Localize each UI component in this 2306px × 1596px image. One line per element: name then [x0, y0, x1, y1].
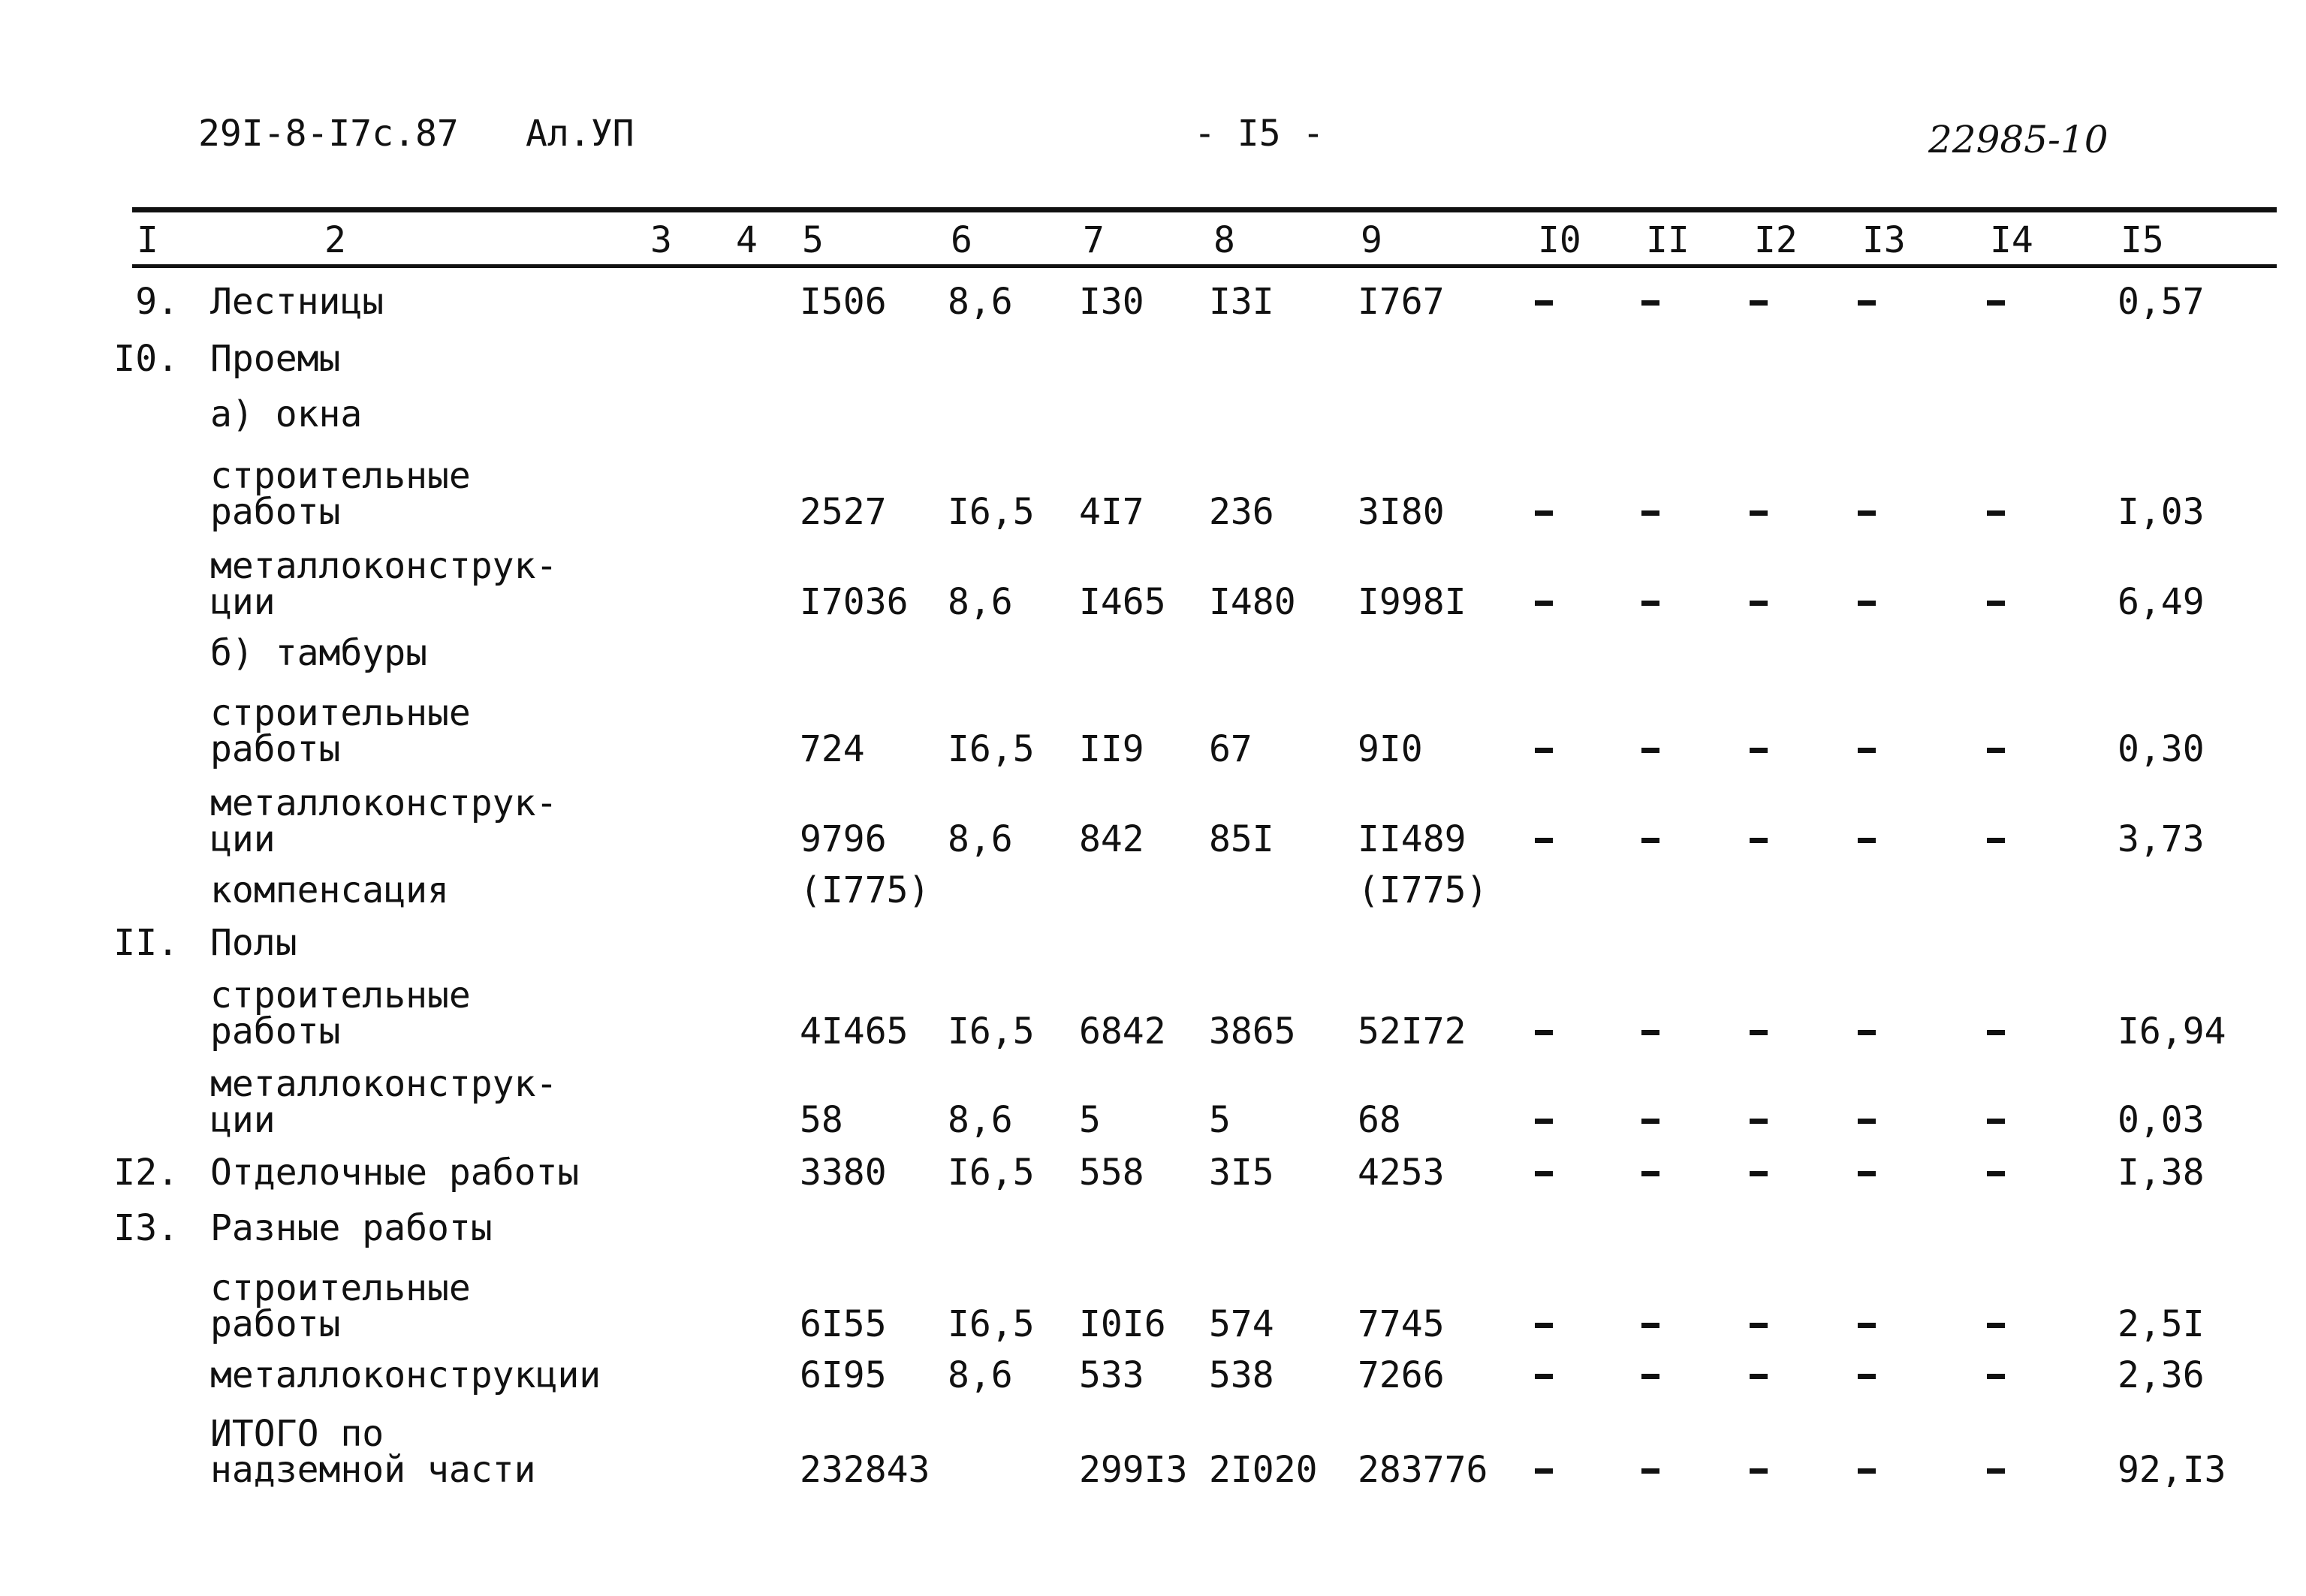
- cell-col-7: II9: [1079, 728, 1144, 770]
- dash-mark: [1535, 1468, 1553, 1474]
- dash-mark: [1987, 838, 2005, 843]
- dash-mark: [1750, 748, 1768, 753]
- dash-mark: [1987, 601, 2005, 606]
- cell-col-7: I465: [1079, 581, 1166, 623]
- column-header: I: [137, 219, 158, 261]
- row-name: строительные работы: [210, 455, 471, 533]
- cell-col-5: 232843: [800, 1449, 930, 1491]
- cell-col-5: I7036: [800, 581, 909, 623]
- cell-col-6: I6,5: [948, 1152, 1035, 1194]
- cell-col-5: 4I465: [800, 1010, 909, 1052]
- archive-number: 22985-10: [1928, 118, 2109, 161]
- dash-mark: [1987, 1468, 2005, 1474]
- dash-mark: [1858, 1119, 1876, 1124]
- dash-mark: [1641, 1171, 1659, 1176]
- cell-col-6: 8,6: [948, 1354, 1013, 1396]
- dash-mark: [1750, 510, 1768, 516]
- dash-mark: [1750, 1468, 1768, 1474]
- cell-col-7: 558: [1079, 1152, 1144, 1194]
- cell-col-8: I3I: [1209, 281, 1274, 323]
- cell-col-9: 283776: [1358, 1449, 1488, 1491]
- dash-mark: [1858, 510, 1876, 516]
- cell-col-9: 7266: [1358, 1354, 1445, 1396]
- row-name: Разные работы: [210, 1207, 493, 1249]
- dash-mark: [1641, 510, 1659, 516]
- dash-mark: [1641, 748, 1659, 753]
- row-name: компенсация: [210, 869, 449, 911]
- dash-mark: [1641, 1374, 1659, 1379]
- dash-mark: [1858, 748, 1876, 753]
- row-name: а) окна: [210, 393, 363, 435]
- row-number: I3.: [113, 1207, 179, 1249]
- row-number: I0.: [113, 338, 179, 380]
- column-header: 5: [802, 219, 824, 261]
- column-header: I3: [1862, 219, 1906, 261]
- row-name: Отделочные работы: [210, 1152, 580, 1194]
- cell-col-15: 2,5I: [2118, 1303, 2205, 1345]
- column-header: I0: [1538, 219, 1581, 261]
- page-number: - I5 -: [1194, 113, 1325, 155]
- row-name: Полы: [210, 922, 297, 964]
- table-header-rule: [132, 264, 2277, 268]
- dash-mark: [1987, 1374, 2005, 1379]
- dash-mark: [1858, 1171, 1876, 1176]
- cell-col-8: 3I5: [1209, 1152, 1274, 1194]
- cell-col-7: 533: [1079, 1354, 1144, 1396]
- dash-mark: [1641, 838, 1659, 843]
- dash-mark: [1750, 838, 1768, 843]
- cell-col-15: I,03: [2118, 491, 2205, 533]
- dash-mark: [1641, 601, 1659, 606]
- cell-col-5: 2527: [800, 491, 887, 533]
- cell-col-15: 0,30: [2118, 728, 2205, 770]
- cell-col-5: 9796: [800, 818, 887, 860]
- cell-col-6: I6,5: [948, 491, 1035, 533]
- cell-col-15: 3,73: [2118, 818, 2205, 860]
- dash-mark: [1750, 1119, 1768, 1124]
- cell-col-6: 8,6: [948, 1099, 1013, 1141]
- cell-col-8: 2I020: [1209, 1449, 1318, 1491]
- row-name: металлоконструкции: [210, 1354, 601, 1396]
- dash-mark: [1858, 1468, 1876, 1474]
- cell-col-9: (I775): [1358, 869, 1488, 911]
- cell-col-15: I6,94: [2118, 1010, 2226, 1052]
- cell-col-9: 4253: [1358, 1152, 1445, 1194]
- dash-mark: [1987, 300, 2005, 306]
- cell-col-5: 3380: [800, 1152, 887, 1194]
- column-header: 3: [650, 219, 672, 261]
- dash-mark: [1750, 300, 1768, 306]
- table-top-rule: [132, 207, 2277, 212]
- column-header: 6: [951, 219, 972, 261]
- cell-col-7: I0I6: [1079, 1303, 1166, 1345]
- dash-mark: [1535, 1171, 1553, 1176]
- dash-mark: [1987, 1119, 2005, 1124]
- dash-mark: [1641, 1119, 1659, 1124]
- row-name: строительные работы: [210, 692, 471, 770]
- cell-col-7: 4I7: [1079, 491, 1144, 533]
- cell-col-7: 5: [1079, 1099, 1101, 1141]
- dash-mark: [1535, 838, 1553, 843]
- dash-mark: [1641, 300, 1659, 306]
- cell-col-5: 724: [800, 728, 865, 770]
- cell-col-15: 6,49: [2118, 581, 2205, 623]
- cell-col-7: 842: [1079, 818, 1144, 860]
- cell-col-9: 7745: [1358, 1303, 1445, 1345]
- cell-col-8: 574: [1209, 1303, 1274, 1345]
- cell-col-5: I506: [800, 281, 887, 323]
- column-header: I2: [1754, 219, 1798, 261]
- row-number: I2.: [113, 1152, 179, 1194]
- dash-mark: [1535, 1323, 1553, 1328]
- dash-mark: [1535, 300, 1553, 306]
- dash-mark: [1750, 1323, 1768, 1328]
- row-name: б) тамбуры: [210, 632, 427, 674]
- cell-col-15: I,38: [2118, 1152, 2205, 1194]
- cell-col-5: 6I95: [800, 1354, 887, 1396]
- cell-col-6: I6,5: [948, 728, 1035, 770]
- album-label: Ал.УП: [526, 113, 635, 155]
- dash-mark: [1858, 300, 1876, 306]
- column-header: 2: [324, 219, 346, 261]
- dash-mark: [1641, 1468, 1659, 1474]
- row-name: металлоконструк- ции: [210, 782, 558, 860]
- cell-col-6: 8,6: [948, 818, 1013, 860]
- cell-col-6: 8,6: [948, 581, 1013, 623]
- cell-col-5: 58: [800, 1099, 843, 1141]
- cell-col-9: 3I80: [1358, 491, 1445, 533]
- dash-mark: [1641, 1030, 1659, 1035]
- column-header: 7: [1083, 219, 1105, 261]
- dash-mark: [1535, 1374, 1553, 1379]
- dash-mark: [1750, 601, 1768, 606]
- cell-col-8: 5: [1209, 1099, 1231, 1141]
- cell-col-7: 6842: [1079, 1010, 1166, 1052]
- column-header: 8: [1213, 219, 1235, 261]
- cell-col-15: 0,03: [2118, 1099, 2205, 1141]
- cell-col-8: I480: [1209, 581, 1296, 623]
- cell-col-5: (I775): [800, 869, 930, 911]
- row-name: металлоконструк- ции: [210, 1063, 558, 1141]
- cell-col-6: 8,6: [948, 281, 1013, 323]
- cell-col-8: 85I: [1209, 818, 1274, 860]
- row-name: ИТОГО по надземной части: [210, 1413, 536, 1491]
- cell-col-15: 2,36: [2118, 1354, 2205, 1396]
- dash-mark: [1535, 1119, 1553, 1124]
- cell-col-8: 236: [1209, 491, 1274, 533]
- dash-mark: [1535, 601, 1553, 606]
- cell-col-9: I767: [1358, 281, 1445, 323]
- cell-col-6: I6,5: [948, 1303, 1035, 1345]
- dash-mark: [1858, 1323, 1876, 1328]
- cell-col-9: 68: [1358, 1099, 1401, 1141]
- dash-mark: [1858, 601, 1876, 606]
- dash-mark: [1987, 1030, 2005, 1035]
- dash-mark: [1535, 1030, 1553, 1035]
- cell-col-8: 67: [1209, 728, 1252, 770]
- cell-col-9: I998I: [1358, 581, 1466, 623]
- row-name: строительные работы: [210, 974, 471, 1052]
- cell-col-9: II489: [1358, 818, 1466, 860]
- dash-mark: [1535, 748, 1553, 753]
- dash-mark: [1987, 510, 2005, 516]
- column-header: 9: [1361, 219, 1382, 261]
- row-number: II.: [113, 922, 179, 964]
- dash-mark: [1987, 1323, 2005, 1328]
- row-name: Лестницы: [210, 281, 384, 323]
- cell-col-7: 299I3: [1079, 1449, 1188, 1491]
- cell-col-15: 92,I3: [2118, 1449, 2226, 1491]
- dash-mark: [1535, 510, 1553, 516]
- dash-mark: [1750, 1030, 1768, 1035]
- column-header: 4: [736, 219, 758, 261]
- dash-mark: [1858, 1030, 1876, 1035]
- dash-mark: [1641, 1323, 1659, 1328]
- cell-col-8: 538: [1209, 1354, 1274, 1396]
- dash-mark: [1987, 1171, 2005, 1176]
- cell-col-9: 52I72: [1358, 1010, 1466, 1052]
- cell-col-8: 3865: [1209, 1010, 1296, 1052]
- cell-col-5: 6I55: [800, 1303, 887, 1345]
- column-header: I5: [2121, 219, 2164, 261]
- row-number: 9.: [135, 281, 179, 323]
- cell-col-6: I6,5: [948, 1010, 1035, 1052]
- column-header: I4: [1990, 219, 2033, 261]
- row-name: строительные работы: [210, 1267, 471, 1345]
- dash-mark: [1987, 748, 2005, 753]
- cell-col-15: 0,57: [2118, 281, 2205, 323]
- document-code: 29I-8-I7c.87: [198, 113, 459, 155]
- dash-mark: [1858, 1374, 1876, 1379]
- row-name: Проемы: [210, 338, 341, 380]
- dash-mark: [1858, 838, 1876, 843]
- row-name: металлоконструк- ции: [210, 545, 558, 623]
- dash-mark: [1750, 1374, 1768, 1379]
- dash-mark: [1750, 1171, 1768, 1176]
- column-header: II: [1646, 219, 1690, 261]
- cell-col-7: I30: [1079, 281, 1144, 323]
- cell-col-9: 9I0: [1358, 728, 1423, 770]
